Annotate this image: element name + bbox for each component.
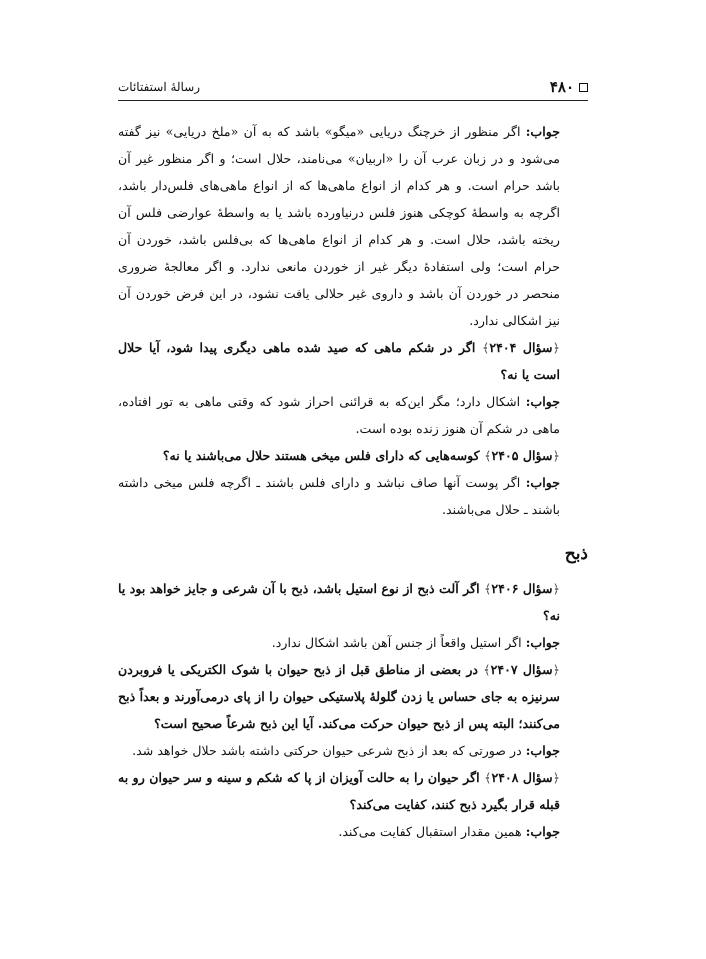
- question-label: سؤال ۲۴۰۷: [490, 662, 553, 677]
- question-paragraph: [118, 764, 588, 818]
- question-paragraph: [118, 575, 588, 629]
- answer-text: در صورتی که بعد از ذبح شرعی حیوان حرکتی داشته باشد حلال خواهد شد.: [132, 743, 522, 758]
- answer-text: اگر استیل واقعاً از جنس آهن باشد اشکال ندارد.: [271, 635, 522, 650]
- answer-paragraph: [118, 737, 588, 764]
- question-label: سؤال ۲۴۰۶: [491, 581, 553, 596]
- question-bracket-close: ﴾: [484, 581, 492, 596]
- page-header: [118, 76, 588, 101]
- page-body: [118, 118, 588, 845]
- question-bracket-close: ﴾: [481, 340, 490, 355]
- question-bracket-open: ﴿: [552, 770, 561, 785]
- question-text: اگر حیوان را به حالت آویزان از پا که شکم و سینه و سر حیوان رو به قبله قرار بگیرد ذبح کنند، کفایت می‌کند؟: [118, 770, 560, 812]
- page-number-group: [550, 78, 588, 96]
- answer-label: جواب:: [525, 394, 560, 409]
- answer-paragraph: [118, 388, 588, 442]
- answer-label: جواب:: [525, 635, 560, 650]
- question-text: اگر در شکم ماهی که صید شده ماهی دیگری پیدا شود، آیا حلال است یا نه؟: [118, 340, 560, 382]
- answer-paragraph: [118, 818, 588, 845]
- section-heading: ذبح: [564, 544, 588, 564]
- question-paragraph: [118, 656, 588, 737]
- question-paragraph: [118, 442, 588, 469]
- question-bracket-open: ﴿: [552, 448, 560, 463]
- answer-label: جواب:: [525, 743, 560, 758]
- answer-text: اگر پوست آنها صاف نباشد و دارای فلس باشند ـ اگرچه فلس میخی داشته باشند ـ حلال می‌باشند.: [118, 475, 560, 517]
- answer-label: جواب:: [525, 475, 560, 490]
- question-bracket-open: ﴿: [552, 340, 560, 355]
- question-label: سؤال ۲۴۰۸: [491, 770, 553, 785]
- question-bracket-close: ﴾: [484, 448, 492, 463]
- question-text: اگر آلت ذبح از نوع استیل باشد، ذبح با آن شرعی و جایز خواهد بود یا نه؟: [118, 581, 560, 623]
- answer-text: همین مقدار استقبال کفایت می‌کند.: [338, 824, 522, 839]
- question-text: کوسه‌هایی که دارای فلس میخی هستند حلال می‌باشند یا نه؟: [162, 448, 480, 463]
- answer-paragraph: [118, 118, 588, 334]
- answer-text: اشکال دارد؛ مگر این‌که به قرائنی احراز شود که وقتی ماهی به تور افتاده، ماهی در شکم آن هنوز زنده بوده است.: [118, 394, 560, 436]
- page-number: ۴۸۰: [549, 78, 574, 96]
- answer-paragraph: [118, 629, 588, 656]
- question-bracket-close: ﴾: [484, 770, 492, 785]
- answer-text: اگر منظور از خرچنگ دریایی «میگو» باشد که به آن «ملخ دریایی» نیز گفته می‌شود و در زبان عرب آن را «اربیان» می‌نامند، حلال است؛ و اگر منظور غیر آن باشد حرام است. و هر کدام از انواع ماهی‌ها که از انواع ماهی‌های فلس‌دار باشد، اگرچه به واسطۀ کوچکی هنوز فلس درنیاورده باشد یا به واسطۀ عوارضی فلس آن ریخته باشد، حلال است. و هر کدام از انواع ماهی‌ها که بی‌فلس باشد، خوردن آن حرام است؛ ولی استفادۀ دیگر غیر از خوردن مانعی ندارد. و اگر معالجۀ ضروری منحصر در خوردن آن باشد و داروی غیر حلالی یافت نشود، در این فرض خوردن آن نیز اشکالی ندارد.: [118, 124, 560, 328]
- question-label: سؤال ۲۴۰۵: [491, 448, 553, 463]
- answer-paragraph: [118, 469, 588, 523]
- question-bracket-close: ﴾: [483, 662, 491, 677]
- square-bullet-icon: [579, 83, 588, 92]
- answer-label: جواب:: [525, 124, 560, 139]
- question-bracket-open: ﴿: [552, 662, 561, 677]
- question-text: در بعضی از مناطق قبل از ذبح حیوان با شوک الکتریکی یا فروبردن سرنیزه به جای حساس یا زدن گلولۀ پلاستیکی حیوان را از پای درمی‌آورند و بعداً ذبح می‌کنند؛ البته پس از ذبح حیوان حرکت می‌کند. آیا این ذبح شرعاً صحیح است؟: [118, 662, 560, 731]
- question-paragraph: [118, 334, 588, 388]
- question-bracket-open: ﴿: [552, 581, 561, 596]
- answer-label: جواب:: [525, 824, 560, 839]
- question-label: سؤال ۲۴۰۴: [489, 340, 553, 355]
- running-title: رسالۀ استفتائات: [118, 80, 201, 94]
